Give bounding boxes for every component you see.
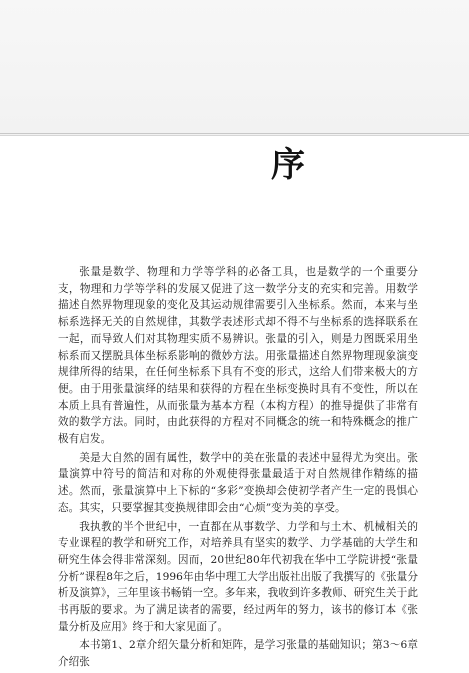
- header-band: [0, 0, 469, 136]
- preface-body: [58, 264, 418, 673]
- paragraph-3: 我执教的半个世纪中，一直都在从事数学、力学和与土木、机械相关的专业课程的教学和研究工作，对培养具有坚实的数学、力学基础的大学生和研究生体会得非常深刻。因而，20世纪80年代初我在华中工学院讲授“张量分析”课程8年之后，1996年由华中理工大学出版社出版了我撰写的《张量分析及演算》，三年里该书畅销一空。多年来，我收到许多教师、研究生关于此书再版的要求。为了满足读者的需要，经过两年的努力，该书的修订本《张量分析及应用》终于和大家见面了。: [58, 520, 418, 633]
- paragraph-2: 美是大自然的固有属性，数学中的美在张量的表述中显得尤为突出。张量演算中符号的简洁和对称的外观使得张量最适于对自然规律作精练的描述。然而，张量演算中上下标的“多彩”变换却会使初学者产生一定的畏惧心态。其实，只要掌握其变换规律即会由“心烦”变为美的享受。: [58, 451, 418, 514]
- paragraph-1: 张量是数学、物理和力学等学科的必备工具，也是数学的一个重要分支，物理和力学等学科的发展又促进了这一数学分支的充实和完善。用数学描述自然界物理现象的变化及其运动规律需要引入坐标系。然而，本来与坐标系选择无关的自然规律，其数学表述形式却不得不与坐标系的选择联系在一起，而导致人们对其物理实质不易辨识。张量的引入，则是力图既采用坐标系而又摆脱具体坐标系影响的微妙方法。用张量描述自然界物理现象演变规律所得的结果，在任何坐标系下具有不变的形式，这给人们带来极大的方便。由于用张量演绎的结果和获得的方程在坐标变换时具有不变性，所以在本质上具有普遍性，从而张量为基本方程（本构方程）的推导提供了非常有效的数学方法。同时，由此获得的方程对不同概念的统一和特殊概念的推广极有启发。: [58, 266, 418, 446]
- header-rule: [0, 133, 469, 134]
- paragraph-4: 本书第1、2章介绍矢量分析和矩阵，是学习张量的基础知识；第3～6章介绍张: [58, 639, 418, 669]
- page-title: 序: [271, 145, 305, 185]
